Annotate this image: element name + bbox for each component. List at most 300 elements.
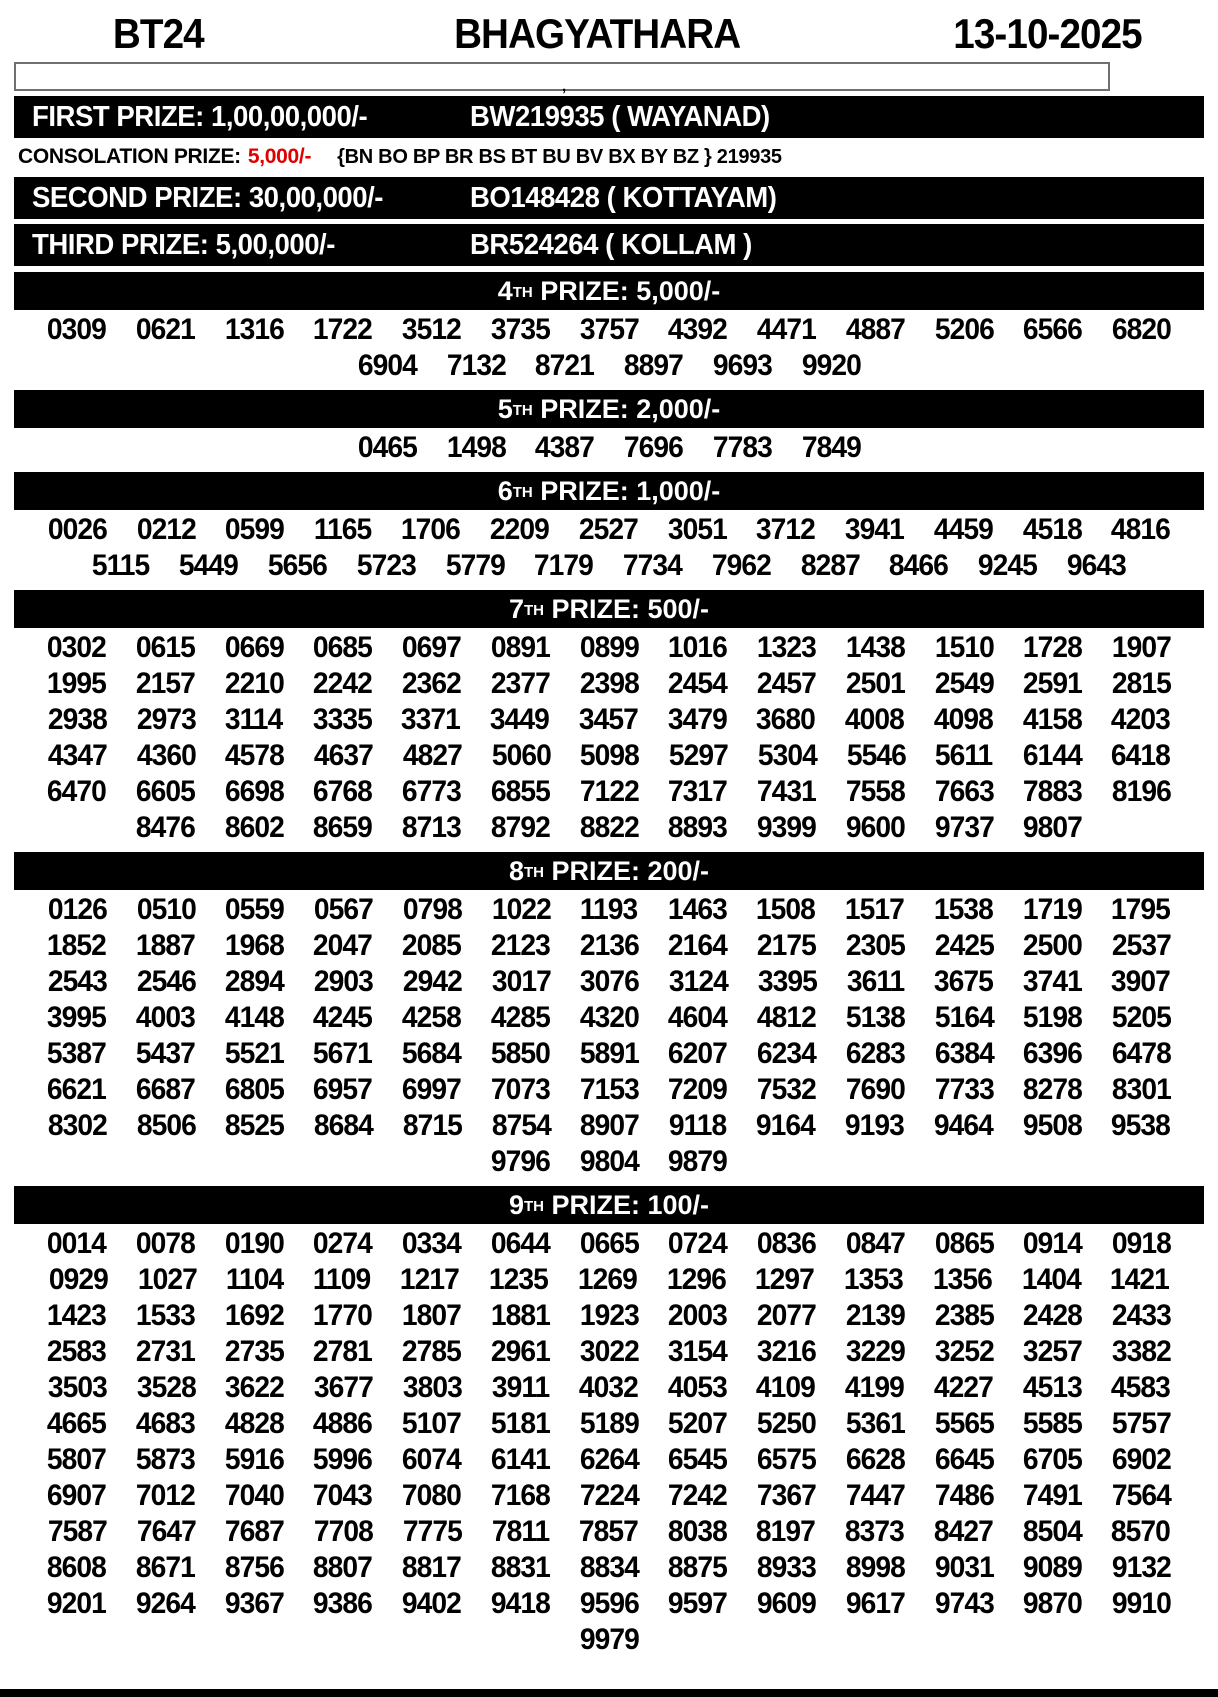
- winning-number: 6545: [668, 1443, 728, 1476]
- winning-number-row: [0, 1550, 1218, 1586]
- winning-number: 0929: [48, 1263, 108, 1296]
- tier-ordinal-suffix: TH: [523, 1198, 544, 1215]
- winning-number: 2157: [135, 667, 195, 700]
- winning-number: 2425: [934, 929, 994, 962]
- winning-number: 1423: [47, 1299, 106, 1332]
- winning-number: 7224: [579, 1479, 639, 1512]
- winning-number: 1995: [47, 667, 106, 700]
- winning-number: 7122: [579, 775, 639, 808]
- winning-number: 9979: [579, 1623, 639, 1656]
- winning-number-row: [0, 312, 1218, 348]
- winning-number: 1296: [666, 1263, 726, 1296]
- winning-number: 2385: [934, 1299, 994, 1332]
- tier-9-numbers: [0, 1224, 1218, 1658]
- second-prize-ticket: BO148428 ( KOTTAYAM): [470, 181, 777, 214]
- winning-number: 8875: [668, 1551, 728, 1584]
- winning-number-row: [0, 1370, 1218, 1406]
- winning-number: 6141: [490, 1443, 550, 1476]
- winning-number: 8715: [402, 1109, 462, 1142]
- winning-number: 7491: [1023, 1479, 1083, 1512]
- winning-number: 0665: [579, 1227, 639, 1260]
- winning-number: 3803: [402, 1371, 462, 1404]
- winning-number: 1022: [491, 893, 551, 926]
- winning-number: 5387: [47, 1037, 106, 1070]
- winning-number: 2500: [1023, 929, 1083, 962]
- winning-number: 1706: [401, 513, 461, 546]
- winning-number: 4003: [135, 1001, 195, 1034]
- winning-number: 1498: [446, 431, 506, 464]
- winning-number: 6997: [402, 1073, 461, 1106]
- winning-number-row: [0, 964, 1218, 1000]
- winning-number: 9386: [313, 1587, 373, 1620]
- second-prize-bar: [14, 177, 1204, 219]
- winning-number: 4812: [757, 1001, 816, 1034]
- tier-9-header: [14, 1186, 1204, 1224]
- winning-number: 6621: [47, 1073, 106, 1106]
- winning-number: 5138: [845, 1001, 905, 1034]
- winning-number: 8038: [667, 1515, 727, 1548]
- winning-number-row: [0, 1478, 1218, 1514]
- winning-number: 3735: [490, 313, 550, 346]
- winning-number: 3675: [933, 965, 993, 998]
- winning-number: 5546: [846, 739, 906, 772]
- consolation-series: {BN BO BP BR BS BT BU BV BX BY BZ } 219935: [337, 145, 782, 168]
- winning-number-row: [0, 630, 1218, 666]
- winning-number: 7733: [934, 1073, 994, 1106]
- winning-number: 0899: [579, 631, 639, 664]
- winning-number: 4578: [225, 739, 285, 772]
- winning-number-row: [0, 1586, 1218, 1622]
- winning-number: 8713: [402, 811, 461, 844]
- winning-number: 4109: [756, 1371, 816, 1404]
- winning-number: 5779: [445, 549, 505, 582]
- winning-number: 0847: [845, 1227, 905, 1260]
- winning-number: 1353: [844, 1263, 904, 1296]
- winning-number: 8302: [47, 1109, 107, 1142]
- winning-number: 7317: [668, 775, 728, 808]
- winning-number-row: [0, 928, 1218, 964]
- winning-number: 2139: [845, 1299, 905, 1332]
- winning-number: 2454: [668, 667, 728, 700]
- tier-ordinal: 6: [497, 475, 513, 506]
- winning-number: 5107: [402, 1407, 461, 1440]
- winning-number: 0510: [136, 893, 196, 926]
- winning-number-row: [0, 1262, 1218, 1298]
- winning-number: 9418: [490, 1587, 550, 1620]
- winning-number: 9879: [668, 1145, 728, 1178]
- winning-number: 2903: [314, 965, 374, 998]
- winning-number: 4199: [844, 1371, 904, 1404]
- winning-number: 1719: [1022, 893, 1082, 926]
- winning-number: 8998: [845, 1551, 905, 1584]
- winning-number: 1193: [580, 893, 638, 926]
- winning-number: 5297: [669, 739, 729, 772]
- winning-number: 7690: [845, 1073, 905, 1106]
- winning-number: 3512: [402, 313, 461, 346]
- winning-number: 4637: [314, 739, 374, 772]
- winning-number: 6074: [402, 1443, 461, 1476]
- winning-number: 8831: [490, 1551, 550, 1584]
- winning-number: 3677: [314, 1371, 374, 1404]
- winning-number: 4008: [844, 703, 904, 736]
- winning-number: 0334: [402, 1227, 461, 1260]
- tier-6-numbers: [0, 510, 1218, 584]
- winning-number: 0891: [490, 631, 550, 664]
- winning-number: 8476: [135, 811, 195, 844]
- consolation-label: CONSOLATION PRIZE:: [18, 145, 241, 168]
- winning-number: 9399: [757, 811, 816, 844]
- winning-number: 3712: [756, 513, 816, 546]
- winning-number: 0309: [47, 313, 106, 346]
- winning-number: 4053: [667, 1371, 727, 1404]
- winning-number-row: [0, 1298, 1218, 1334]
- winning-number: 8602: [224, 811, 284, 844]
- second-prize-label: SECOND PRIZE: 30,00,000/-: [32, 181, 384, 214]
- winning-number: 1016: [668, 631, 728, 664]
- winning-number: 1907: [1112, 631, 1171, 664]
- winning-number: 6820: [1112, 313, 1171, 346]
- winning-number: 6575: [757, 1443, 816, 1476]
- winning-number: 0918: [1112, 1227, 1171, 1260]
- winning-number: 7783: [712, 431, 772, 464]
- winning-number: 7153: [579, 1073, 639, 1106]
- winning-number: 2527: [578, 513, 638, 546]
- winning-number: 3907: [1111, 965, 1171, 998]
- winning-number: 9870: [1023, 1587, 1083, 1620]
- winning-number: 1728: [1023, 631, 1083, 664]
- winning-number: 8834: [579, 1551, 639, 1584]
- winning-number: 7647: [136, 1515, 196, 1548]
- tier-5-header: [14, 390, 1204, 428]
- winning-number: 0621: [135, 313, 195, 346]
- winning-number: 8301: [1112, 1073, 1171, 1106]
- winning-number: 7849: [801, 431, 861, 464]
- winning-number: 6687: [135, 1073, 195, 1106]
- winning-number: 8897: [623, 349, 683, 382]
- winning-number: 8754: [491, 1109, 551, 1142]
- winning-number: 9796: [490, 1145, 550, 1178]
- winning-number: 3995: [47, 1001, 106, 1034]
- winning-number: 2175: [757, 929, 816, 962]
- winning-number: 2785: [402, 1335, 461, 1368]
- winning-number: 9508: [1022, 1109, 1082, 1142]
- tier-7-header: [14, 590, 1204, 628]
- winning-number: 3371: [401, 703, 461, 736]
- winning-number: 1235: [489, 1263, 549, 1296]
- winning-number: 0559: [225, 893, 285, 926]
- winning-number: 4227: [933, 1371, 993, 1404]
- winning-number: 0465: [357, 431, 417, 464]
- winning-number: 7587: [47, 1515, 107, 1548]
- winning-number-row: [0, 512, 1218, 548]
- winning-number: 6207: [668, 1037, 728, 1070]
- winning-number: 5361: [845, 1407, 905, 1440]
- winning-number: 1438: [845, 631, 905, 664]
- winning-number: 6705: [1023, 1443, 1083, 1476]
- winning-number: 7857: [578, 1515, 638, 1548]
- winning-number: 1269: [577, 1263, 637, 1296]
- winning-number: 5656: [268, 549, 328, 582]
- winning-number: 0026: [47, 513, 107, 546]
- winning-number: 7708: [314, 1515, 374, 1548]
- winning-number: 6904: [357, 349, 417, 382]
- winning-number: 7179: [534, 549, 594, 582]
- winning-number: 0078: [135, 1227, 195, 1260]
- winning-number: 0685: [313, 631, 373, 664]
- winning-number: 8525: [225, 1109, 285, 1142]
- winning-number: 9193: [844, 1109, 904, 1142]
- winning-number: 4459: [933, 513, 993, 546]
- winning-number: 3395: [757, 965, 817, 998]
- winning-number: 9089: [1023, 1551, 1083, 1584]
- winning-number: 4258: [402, 1001, 461, 1034]
- winning-number: 1968: [224, 929, 284, 962]
- winning-number: 8466: [889, 549, 949, 582]
- winning-number: 9132: [1112, 1551, 1171, 1584]
- winning-number: 2377: [490, 667, 550, 700]
- winning-number: 4285: [490, 1001, 550, 1034]
- tier-6-header: [14, 472, 1204, 510]
- winning-number: 2894: [225, 965, 285, 998]
- winning-number: 9804: [579, 1145, 639, 1178]
- winning-number-row: [0, 774, 1218, 810]
- winning-number: 8570: [1111, 1515, 1171, 1548]
- winning-number: 7663: [934, 775, 994, 808]
- winning-number: 2457: [757, 667, 816, 700]
- winning-number: 8907: [580, 1109, 640, 1142]
- winning-number: 4665: [47, 1407, 106, 1440]
- winning-number: 3076: [580, 965, 640, 998]
- winning-number: 3124: [669, 965, 729, 998]
- winning-number-row: [0, 810, 1218, 846]
- third-prize-bar: [14, 224, 1204, 266]
- winning-number: 5437: [135, 1037, 195, 1070]
- winning-number: 3017: [491, 965, 551, 998]
- winning-number-row: [0, 1108, 1218, 1144]
- winning-number: 8504: [1022, 1515, 1082, 1548]
- winning-number: 4032: [578, 1371, 638, 1404]
- winning-number: 3252: [934, 1335, 994, 1368]
- winning-number-row: [0, 1226, 1218, 1262]
- winning-number: 7132: [446, 349, 506, 382]
- winning-number: 4360: [136, 739, 196, 772]
- winning-number: 7564: [1112, 1479, 1171, 1512]
- winning-number: 5807: [47, 1443, 106, 1476]
- winning-number: 8822: [579, 811, 639, 844]
- winning-number: 1538: [933, 893, 993, 926]
- marquee-cursor-mark: ,: [562, 78, 567, 95]
- winning-number: 2305: [845, 929, 905, 962]
- winning-number: 9031: [934, 1551, 994, 1584]
- winning-number: 6855: [490, 775, 550, 808]
- winning-number: 8756: [224, 1551, 284, 1584]
- winning-number: 0914: [1023, 1227, 1083, 1260]
- tier-ordinal: 9: [508, 1189, 524, 1220]
- tier-ordinal-suffix: TH: [512, 402, 533, 419]
- winning-number: 8427: [933, 1515, 993, 1548]
- winning-number: 3528: [136, 1371, 196, 1404]
- winning-number: 4604: [668, 1001, 728, 1034]
- winning-number: 9596: [579, 1587, 639, 1620]
- winning-number-row: [0, 892, 1218, 928]
- winning-number: 2938: [47, 703, 107, 736]
- draw-date: 13-10-2025: [953, 10, 1142, 57]
- winning-number: 8671: [135, 1551, 195, 1584]
- winning-number: 9617: [845, 1587, 905, 1620]
- winning-number: 5098: [580, 739, 640, 772]
- winning-number: 1807: [402, 1299, 461, 1332]
- winning-number: 7073: [490, 1073, 550, 1106]
- lottery-title: BHAGYATHARA: [453, 10, 740, 57]
- winning-number: 4583: [1111, 1371, 1171, 1404]
- winning-number: 5723: [356, 549, 416, 582]
- winning-number: 7209: [668, 1073, 728, 1106]
- winning-number-row: [0, 666, 1218, 702]
- tier-7-numbers: [0, 628, 1218, 846]
- winning-number: 3622: [225, 1371, 285, 1404]
- winning-number-row: [0, 702, 1218, 738]
- winning-number: 2242: [313, 667, 373, 700]
- winning-number: 5115: [92, 549, 150, 582]
- winning-number-row: [0, 1514, 1218, 1550]
- tier-ordinal-suffix: TH: [523, 864, 544, 881]
- winning-number: 9118: [669, 1109, 727, 1142]
- winning-number: 4828: [224, 1407, 284, 1440]
- winning-number: 7696: [623, 431, 683, 464]
- winning-number: 0836: [757, 1227, 816, 1260]
- winning-number: 5521: [224, 1037, 284, 1070]
- tier-ordinal: 8: [508, 855, 524, 886]
- tier-5-numbers: [0, 428, 1218, 466]
- winning-number: 4392: [668, 313, 728, 346]
- winning-number: 8893: [668, 811, 728, 844]
- winning-number: 5207: [668, 1407, 728, 1440]
- first-prize-ticket: BW219935 ( WAYANAD): [470, 100, 770, 133]
- winning-number: 6645: [934, 1443, 994, 1476]
- tier-8-header: [14, 852, 1204, 890]
- winning-number: 3216: [757, 1335, 816, 1368]
- winning-number: 4513: [1022, 1371, 1082, 1404]
- winning-number: 8721: [535, 349, 595, 382]
- consolation-prize-row: [18, 142, 1204, 172]
- winning-number: 6566: [1023, 313, 1083, 346]
- winning-number: 8196: [1112, 775, 1171, 808]
- winning-number: 1795: [1111, 893, 1171, 926]
- winning-number: 2549: [934, 667, 994, 700]
- winning-number: 3680: [756, 703, 816, 736]
- winning-number: 2003: [668, 1299, 728, 1332]
- winning-number: 4245: [313, 1001, 373, 1034]
- winning-number: 3257: [1023, 1335, 1083, 1368]
- winning-number: 4887: [845, 313, 905, 346]
- winning-number: 0599: [225, 513, 285, 546]
- winning-number: 5198: [1023, 1001, 1083, 1034]
- winning-number: 0865: [934, 1227, 994, 1260]
- tier-amount-label: PRIZE: 500/-: [543, 593, 710, 624]
- winning-number: 3154: [668, 1335, 728, 1368]
- winning-number: 9920: [801, 349, 861, 382]
- winning-number: 6144: [1022, 739, 1082, 772]
- consolation-amount: 5,000/-: [247, 145, 312, 168]
- winning-number: 9201: [47, 1587, 106, 1620]
- winning-number: 0724: [668, 1227, 728, 1260]
- winning-number: 5304: [757, 739, 817, 772]
- winning-number-row: [0, 348, 1218, 384]
- tier-amount-label: PRIZE: 100/-: [543, 1189, 710, 1220]
- winning-number-row: [0, 738, 1218, 774]
- winning-number: 6805: [224, 1073, 284, 1106]
- winning-number: 7242: [668, 1479, 728, 1512]
- winning-number: 7486: [934, 1479, 994, 1512]
- winning-number: 1165: [314, 513, 372, 546]
- winning-number: 5060: [491, 739, 551, 772]
- winning-number: 5757: [1112, 1407, 1171, 1440]
- tier-ordinal: 7: [508, 593, 524, 624]
- winning-number: 7962: [711, 549, 771, 582]
- winning-number: 1852: [47, 929, 106, 962]
- winning-number: 5585: [1023, 1407, 1083, 1440]
- winning-number: 1297: [755, 1263, 815, 1296]
- winning-number: 5891: [579, 1037, 639, 1070]
- winning-number: 6698: [224, 775, 284, 808]
- winning-number: 2735: [224, 1335, 284, 1368]
- first-prize-label: FIRST PRIZE: 1,00,00,000/-: [32, 100, 368, 133]
- winning-number: 2781: [313, 1335, 373, 1368]
- tier-4-numbers: [0, 310, 1218, 384]
- winning-number: 3449: [489, 703, 549, 736]
- winning-number: 4886: [313, 1407, 373, 1440]
- winning-number: 2583: [47, 1335, 106, 1368]
- winning-number: 3503: [47, 1371, 107, 1404]
- winning-number: 7734: [623, 549, 683, 582]
- winning-number: 8278: [1023, 1073, 1083, 1106]
- winning-number: 3941: [844, 513, 904, 546]
- winning-number: 8197: [756, 1515, 816, 1548]
- winning-number: 6384: [934, 1037, 994, 1070]
- winning-number: 8287: [800, 549, 860, 582]
- winning-number: 6605: [135, 775, 195, 808]
- winning-number: 0212: [136, 513, 196, 546]
- winning-number: 2543: [47, 965, 107, 998]
- third-prize-label: THIRD PRIZE: 5,00,000/-: [32, 228, 335, 261]
- winning-number: 6283: [845, 1037, 905, 1070]
- winning-number: 1463: [667, 893, 727, 926]
- winning-number: 5611: [935, 739, 993, 772]
- winning-number: 1722: [313, 313, 373, 346]
- winning-number: 8807: [313, 1551, 373, 1584]
- winning-number: 5181: [490, 1407, 550, 1440]
- winning-number: 8792: [490, 811, 550, 844]
- winning-number: 5565: [934, 1407, 994, 1440]
- winning-number: 5205: [1112, 1001, 1171, 1034]
- winning-number: 7447: [845, 1479, 905, 1512]
- winning-number: 0014: [47, 1227, 106, 1260]
- winning-number: 1510: [934, 631, 994, 664]
- winning-number: 1356: [932, 1263, 992, 1296]
- winning-number: 7431: [757, 775, 816, 808]
- winning-number-row: [0, 1334, 1218, 1370]
- winning-number-row: [0, 1036, 1218, 1072]
- tier-amount-label: PRIZE: 200/-: [543, 855, 710, 886]
- tier-ordinal-suffix: TH: [512, 284, 533, 301]
- winning-number: 8506: [136, 1109, 196, 1142]
- winning-number: 3114: [225, 703, 283, 736]
- winning-number-row: [0, 1622, 1218, 1658]
- winning-number: 7687: [225, 1515, 285, 1548]
- winning-number: 9464: [933, 1109, 993, 1142]
- winning-number: 2123: [490, 929, 550, 962]
- winning-number: 0798: [402, 893, 462, 926]
